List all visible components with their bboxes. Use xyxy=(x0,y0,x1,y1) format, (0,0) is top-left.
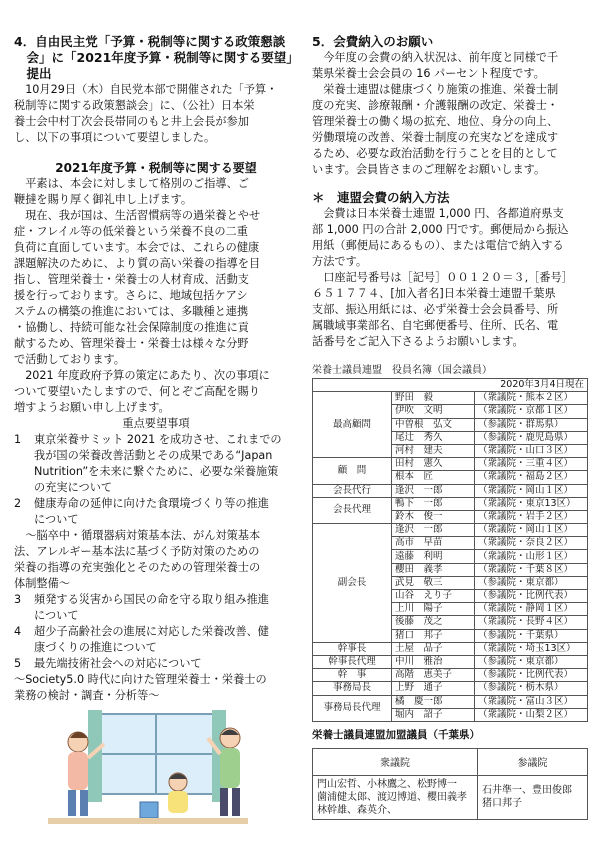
floor-icon xyxy=(48,818,248,824)
roster-date: 2020年3月4日現在 xyxy=(313,379,588,392)
section4-title: 4．自由民主党「予算・税制等に関する政策懇談 会」に「2021年度予算・税制等に関する要望」 提出 xyxy=(14,34,299,81)
roster-member-name: 尾辻 秀久 xyxy=(392,431,475,444)
roster-member-district: （衆議院・岡山１区） xyxy=(475,484,588,497)
roster-role: 幹事長 xyxy=(313,642,392,655)
roster-member-district: （衆議院・東京13区） xyxy=(475,497,588,510)
roster-member-district: （参議院・栃木県） xyxy=(475,682,588,695)
left-column xyxy=(14,34,298,830)
roster-member-name: 上川 陽子 xyxy=(392,603,475,616)
payment-account: 口座記号番号は［記号］００１２０＝３,［番号］ ６５１７７４、[加入者名]日本栄養士連盟千葉県 支部、振込用紙には、必ず栄養士会会員番号、所 属職域事業部名、自宅郵便番号、住所、氏名、電 話番号をご記入下さるようお願いします。 xyxy=(312,271,573,348)
roster-member-name: 櫻田 義孝 xyxy=(392,563,475,576)
alliance-shu-members: 門山宏哲、小林鷹之、松野博一 薗浦健太郎、渡辺博道、櫻田義孝 林幹雄、森英介、 xyxy=(313,775,478,819)
roster-member-name: 猪口 邦子 xyxy=(392,629,475,642)
roster-member-name: 中川 雅治 xyxy=(392,655,475,668)
roster-member-name: 河村 建夫 xyxy=(392,444,475,457)
roster-member-name: 山谷 えり子 xyxy=(392,590,475,603)
roster-role: 会長代行 xyxy=(313,484,392,497)
roster-member-district: （参議院・千葉県） xyxy=(475,629,588,642)
alliance-caption: 栄養士議員連盟加盟議員（千葉県） xyxy=(312,728,480,741)
roster-member-name: 田村 憲久 xyxy=(392,458,475,471)
request-item-4: 4 超少子高齢社会の進展に対応した栄養改善、健 康づくりの推進について xyxy=(14,625,269,654)
roster-member-name: 逢沢 一郎 xyxy=(392,524,475,537)
roster-role: 顧 問 xyxy=(313,458,392,484)
roster-member-name: 堀内 詔子 xyxy=(392,708,475,721)
roster-member-district: （参議院・群馬県） xyxy=(475,418,588,431)
roster-member-district: （衆議院・京都１区） xyxy=(475,405,588,418)
roster-member-name: 橘 慶一郎 xyxy=(392,695,475,708)
roster-member-name: 逢沢 一郎 xyxy=(392,484,475,497)
roster-row xyxy=(313,392,588,405)
current-situation: 現在、我が国は、生活習慣病等の過栄養とやせ 症・フレイル等の低栄養という栄養不良の二重 負荷に直面しています。本会では、これらの健康 課題解決のために、より質の高い栄養の指導を目 指し、管理栄養士・栄養士の人材育成、活動支 援を行っております。さらに、地域包括ケアシ ステムの構築の推進においては、多職種と連携 ・協働し、持続可能な社会保障制度の推進に貢 献するため、管理栄養士・栄養士は様々な分野 で活動しております。 xyxy=(14,209,261,366)
greeting: 平素は、本会に対しまして格別のご指導、ご 鞭撻を賜り厚く御礼申し上げます。 xyxy=(14,177,249,206)
roster-row xyxy=(313,524,588,537)
roster-member-district: （参議院・東京都） xyxy=(475,576,588,589)
roster-row xyxy=(313,497,588,510)
roster-member-name: 鈴木 俊一 xyxy=(392,510,475,523)
roster-role: 幹 事 xyxy=(313,669,392,682)
request-item-1: 1 東京栄養サミット 2021 を成功させ、これまでの 我が国の栄養改善活動とその成果である“Japan Nutrition”を未来に繋ぐために、必要な栄養施策 の充実について xyxy=(14,433,282,494)
roster-row xyxy=(313,682,588,695)
roster-member-district: （衆議院・熊本２区） xyxy=(475,392,588,405)
roster-member-district: （衆議院・山形１区） xyxy=(475,550,588,563)
roster-member-name: 武見 敬三 xyxy=(392,576,475,589)
roster-member-district: （衆議院・長野４区） xyxy=(475,616,588,629)
request-title: 2021年度予算・税制等に関する要望 xyxy=(55,161,257,175)
cleaning-family-illustration xyxy=(48,708,248,826)
roster-member-name: 鴨下 一郎 xyxy=(392,497,475,510)
roster-role: 事務局長 xyxy=(313,682,392,695)
roster-row xyxy=(313,458,588,471)
roster-role: 幹事長代理 xyxy=(313,655,392,668)
roster-role: 会長代理 xyxy=(313,497,392,523)
roster-member-district: （衆議院・山梨２区） xyxy=(475,708,588,721)
roster-member-district: （衆議院・山口３区） xyxy=(475,444,588,457)
priority-title: 重点要望事項 xyxy=(122,417,190,430)
roster-member-district: （参議院・東京都） xyxy=(475,655,588,668)
roster-role: 事務局長代理 xyxy=(313,695,392,721)
request-intro: 2021 年度政府予算の策定にあたり、次の事項に ついて要望いたしますので、何とぞご高配を賜り 増すようお願い申し上げます。 xyxy=(14,369,270,414)
roster-member-name: 野田 毅 xyxy=(392,392,475,405)
bucket-icon xyxy=(140,802,158,818)
roster-role: 副会長 xyxy=(313,524,392,643)
roster-member-name: 後藤 茂之 xyxy=(392,616,475,629)
roster-row xyxy=(313,655,588,668)
roster-member-district: （衆議院・富山３区） xyxy=(475,695,588,708)
roster-member-name: 土屋 品子 xyxy=(392,642,475,655)
roster-member-name: 伊吹 文明 xyxy=(392,405,475,418)
request-item-3: 3 頻発する災害から国民の命を守る取り組み推進 について xyxy=(14,593,269,622)
alliance-header-shu: 衆議院 xyxy=(313,748,478,775)
roster-role: 最高顧問 xyxy=(313,392,392,458)
roster-member-district: （衆議院・奈良２区） xyxy=(475,537,588,550)
roster-member-district: （衆議院・千葉８区） xyxy=(475,563,588,576)
roster-row xyxy=(313,642,588,655)
roster-row xyxy=(313,669,588,682)
roster-member-district: （参議院・比例代表） xyxy=(475,590,588,603)
request-item-2: 2 健康寿命の延伸に向けた食環境づくり等の推進 について xyxy=(14,497,269,526)
roster-member-name: 中曽根 弘文 xyxy=(392,418,475,431)
officer-roster-table xyxy=(312,378,588,722)
payment-title: ＊ 連盟会費の納入方法 xyxy=(312,190,450,205)
alliance-table xyxy=(312,748,588,820)
request-item-5-detail: 〜Society5.0 時代に向けた管理栄養士・栄養士の 業務の検討・調査・分析等〜 xyxy=(14,673,267,702)
roster-member-name: 高階 恵美子 xyxy=(392,669,475,682)
roster-caption: 栄養士議員連盟 役員名簿（国会議員） xyxy=(312,365,492,376)
roster-member-district: （衆議院・岩手２区） xyxy=(475,510,588,523)
section4-intro: 10月29日（木）自民党本部で開催された「予算・ 税制等に関する政策懇談会」に、（公社）日本栄 養士会中村丁次会長帯同のもと井上会長が参加 し、以下の事項について要望しました。 xyxy=(14,83,278,144)
roster-member-district: （衆議院・静岡１区） xyxy=(475,603,588,616)
dues-status: 今年度の会費の納入状況は、前年度と同様で千 葉県栄養士会会員の 16 パーセント程度です。 xyxy=(312,51,559,80)
request-item-2-detail: 〜脳卒中・循環器病対策基本法、がん対策基本 法、アレルギー基本法に基づく予防対策のための 栄養の指導の充実強化とそのための管理栄養士の 体制整備〜 xyxy=(14,529,261,590)
alliance-san-members: 石井準一、豊田俊郎 猪口邦子 xyxy=(478,775,588,819)
roster-member-district: （衆議院・埼玉13区） xyxy=(475,642,588,655)
roster-member-district: （参議院・比例代表） xyxy=(475,669,588,682)
request-item-5: 5 最先端技術社会への対応について xyxy=(14,657,202,670)
section5-title: 5．会費納入のお願い xyxy=(312,34,434,49)
roster-member-name: 高市 早苗 xyxy=(392,537,475,550)
dues-purpose: 栄養士連盟は健康づくり施策の推進、栄養士制 度の充実、診療報酬・介護報酬の改定、栄養士・ 管理栄養士の働く場の拡充、地位、身分の向上、 労働環境の改善、栄養士制度の充実などを達成す るため、必要な政治活動を行うことを目的として います。会員皆さまのご理解をお願いします。 xyxy=(312,83,559,176)
right-column xyxy=(312,34,588,820)
roster-member-name: 上野 通子 xyxy=(392,682,475,695)
roster-row xyxy=(313,695,588,708)
roster-row xyxy=(313,484,588,497)
roster-member-district: （参議院・鹿児島県） xyxy=(475,431,588,444)
alliance-header-san: 参議院 xyxy=(478,748,588,775)
roster-member-district: （衆議院・岡山１区） xyxy=(475,524,588,537)
payment-amount: 会費は日本栄養士連盟 1,000 円、各都道府県支 部 1,000 円の合計 2,000 円です。郵便局から振込 用紙（郵便局にあるもの）、または電信で納入する 方法です。 xyxy=(312,207,569,268)
roster-member-name: 遠藤 利明 xyxy=(392,550,475,563)
roster-member-district: （衆議院・三重４区） xyxy=(475,458,588,471)
roster-member-district: （衆議院・福島２区） xyxy=(475,471,588,484)
roster-member-name: 根本 匠 xyxy=(392,471,475,484)
